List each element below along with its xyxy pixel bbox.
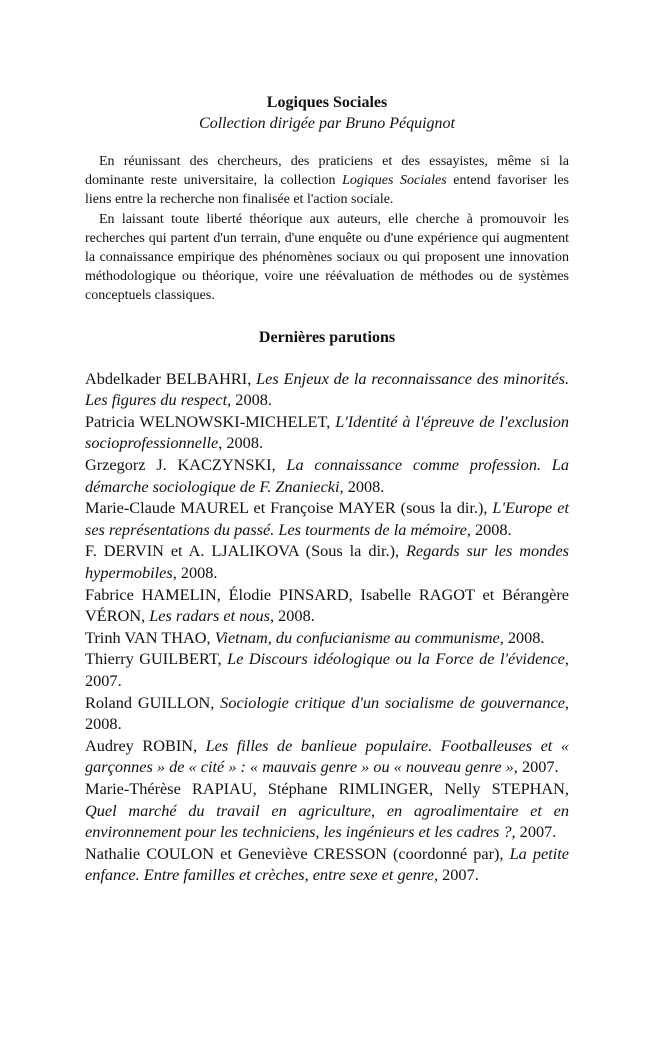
document-page <box>85 92 569 886</box>
entry-title: La connaissance comme profession. La démarche sociologique de F. Znaniecki <box>85 455 569 496</box>
collection-director: Collection dirigée par Bruno Péquignot <box>199 115 455 132</box>
entry-title: Le Discours idéologique ou la Force de l'évidence <box>227 649 565 669</box>
publication-entry <box>85 692 569 735</box>
entry-title: Quel marché du travail en agriculture, en agroalimentaire et en environnement pour les techniciens, les ingénieurs et les cadres ? <box>85 800 569 842</box>
entry-title: Regards sur les mondes hypermobiles <box>85 541 570 582</box>
publication-entry <box>85 648 569 691</box>
publication-entry <box>85 454 569 497</box>
entry-year: 2008. <box>503 627 545 647</box>
publication-entry <box>85 843 569 886</box>
entry-title: Les filles de banlieue populaire. Footballeuses et « garçonnes » de « cité » : « mauvais genre » ou « nouveau genre » <box>85 735 569 777</box>
entry-title: L'Europe et ses représentations du passé. Les tourments de la mémoire <box>85 498 569 539</box>
entry-author: F. DERVIN et A. LJALIKOVA (Sous la dir.), <box>85 541 406 561</box>
entry-year: , 2008. <box>172 562 218 582</box>
entry-author: Marie-Thérèse RAPIAU, Stéphane RIMLINGER, Nelly STEPHAN, <box>85 778 569 798</box>
publication-list <box>85 368 569 886</box>
entry-author: Trinh VAN THAO, <box>85 627 215 647</box>
publication-entry <box>85 778 569 843</box>
entry-author: Marie-Claude MAUREL et Françoise MAYER (sous la dir.), <box>85 498 493 518</box>
entry-year: , 2007. <box>513 757 559 777</box>
entry-year: , 2007. <box>434 865 479 885</box>
publication-entry <box>85 411 569 454</box>
collection-title: Logiques Sociales <box>266 94 388 111</box>
entry-year: , 2007. <box>85 649 569 690</box>
publication-entry <box>85 540 569 583</box>
entry-author: Fabrice HAMELIN, Élodie PINSARD, Isabelle RAGOT et Bérangère VÉRON, <box>85 584 569 626</box>
collection-name-italic: Logiques Sociales <box>342 173 447 189</box>
entry-year: , 2007. <box>511 822 557 842</box>
publication-entry <box>85 368 569 411</box>
entry-year: , 2008. <box>270 606 315 626</box>
intro-text: entend favoriser les liens entre la recherche non finalisée et l'action sociale. <box>85 173 569 208</box>
entry-title: Les radars et nous <box>149 606 270 626</box>
entry-title: Sociologie critique d'un socialisme de gouvernance <box>220 692 565 712</box>
entry-title: L'Identité à l'épreuve de l'exclusion socioprofessionnelle <box>85 411 570 453</box>
collection-description <box>85 152 569 306</box>
entry-author: Thierry GUILBERT, <box>85 649 228 669</box>
publication-entry <box>85 497 569 540</box>
entry-title: Les Enjeux de la reconnaissance des minorités. Les figures du respect <box>85 368 570 410</box>
entry-author: Abdelkader BELBAHRI, <box>85 368 257 388</box>
entry-title: Vietnam, du confucianisme au communisme, <box>214 627 504 647</box>
entry-year: , 2008. <box>218 433 264 453</box>
entry-year: , 2008. <box>227 390 272 410</box>
entry-author: Roland GUILLON, <box>85 692 221 712</box>
entry-year: , 2008. <box>466 519 512 539</box>
section-heading: Dernières parutions <box>258 328 396 346</box>
publication-entry <box>85 735 569 778</box>
entry-author: Grzegorz J. KACZYNSKI, <box>85 455 287 474</box>
entry-title: La petite enfance. Entre familles et crèches, entre sexe et genre <box>85 843 569 885</box>
entry-author: Audrey ROBIN, <box>85 735 206 755</box>
intro-paragraph-1 <box>85 152 569 210</box>
entry-author: Nathalie COULON et Geneviève CRESSON (coordonné par), <box>85 843 510 863</box>
entry-author: Patricia WELNOWSKI-MICHELET, <box>85 411 336 431</box>
entry-year: , 2008. <box>339 476 385 496</box>
intro-paragraph-2: En laissant toute liberté théorique aux auteurs, elle cherche à promouvoir les recherches qui partent d'un terrain, d'une enquête ou d'une expérience qui augmentent la connaissance empirique des phénomènes sociaux ou qui proposent une innovation méthodologique ou théorique, voire une réévaluation de méthodes ou de systèmes conceptuels classiques. <box>85 211 569 304</box>
intro-text: En réunissant des chercheurs, des praticiens et des essayistes, même si la dominante reste universitaire, la collection <box>85 154 569 189</box>
publication-entry <box>85 584 569 627</box>
entry-year: , 2008. <box>85 692 569 734</box>
publication-entry <box>85 627 569 649</box>
